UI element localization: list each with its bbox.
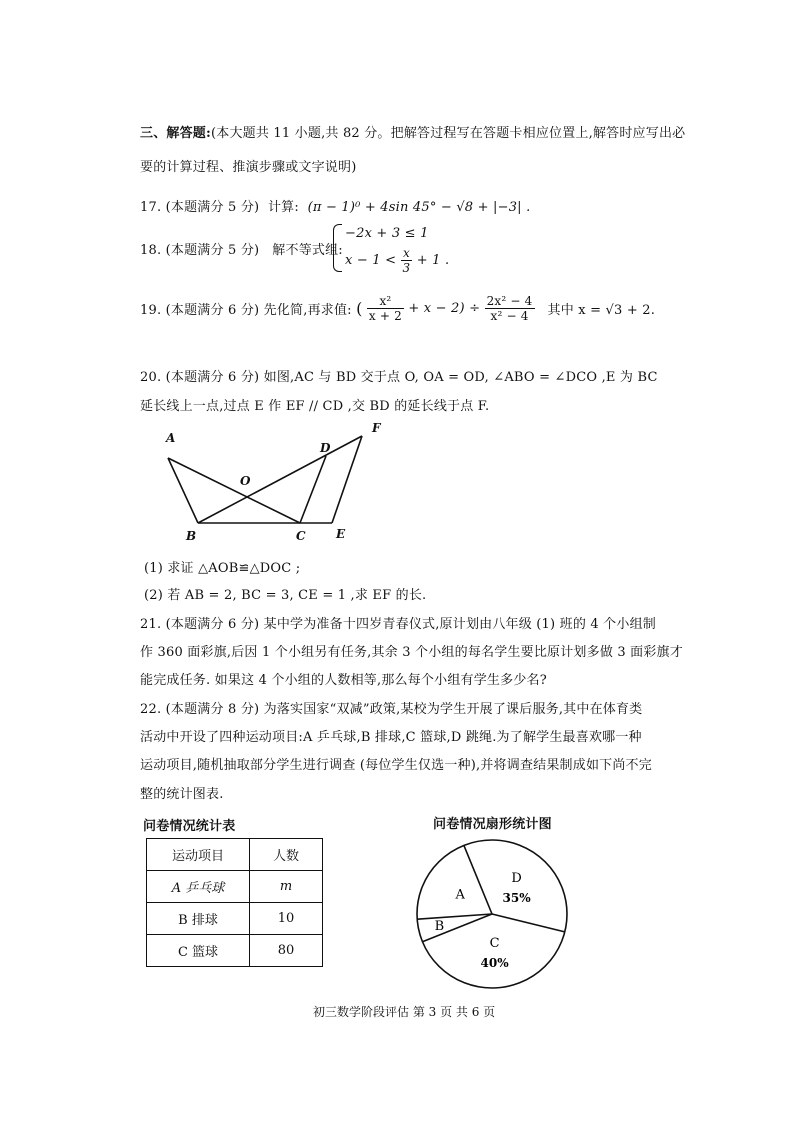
table-row: B 排球 10 [147, 903, 323, 935]
pie-slice-label-a: A [455, 887, 465, 903]
point-f-label: F [372, 421, 381, 435]
pie-slice-label-d: D [511, 871, 522, 887]
question-21-line1: 21. (本题满分 6 分) 某中学为准备十四岁青春仪式,原计划由八年级 (1) 班的 4 个小组制 [140, 617, 656, 632]
q18-fraction: $\frac{x}{3}$ [402, 246, 411, 275]
question-17: 17. (本题满分 5 分) 计算: (π − 1)⁰ + 4sin 45° − √8 + |−3| . [140, 200, 531, 215]
pie-slice-label-b: B [434, 918, 445, 934]
question-20-line2: 延长线上一点,过点 E 作 EF // CD ,交 BD 的延长线于点 F. [140, 399, 490, 414]
page-footer: 初三数学阶段评估 第 3 页 共 6 页 [313, 1005, 496, 1019]
question-22-line4: 整的统计图表. [140, 787, 224, 802]
table-header-count: 人数 [250, 839, 323, 871]
table-header-row [147, 839, 323, 871]
section-heading: 三、解答题: [140, 126, 211, 141]
q18-inequality-1: −2x + 3 ≤ 1 [345, 226, 429, 241]
segment-bf [198, 436, 362, 523]
pie-slice-percent-c: 40% [480, 955, 509, 970]
question-22-line2: 活动中开设了四种运动项目:A 乒乓球,B 排球,C 篮球,D 跳绳.为了解学生最喜欢哪一种 [140, 730, 642, 745]
q17-expression: (π − 1)⁰ + 4sin 45° − √8 + |−3| . [307, 200, 531, 215]
geometry-figure [150, 420, 400, 545]
table-row: C 篮球 80 [147, 935, 323, 967]
point-a-label: A [166, 431, 176, 445]
point-e-label: E [336, 527, 346, 541]
segment-ab [168, 458, 198, 523]
pie-slice-percent-d: 35% [502, 891, 531, 906]
question-21-line3: 能完成任务. 如果这 4 个小组的人数相等,那么每个小组有学生多少名? [140, 673, 547, 688]
table-header-item: 运动项目 [147, 839, 250, 871]
table-title: 问卷情况统计表 [143, 819, 236, 834]
q19-fraction-2: $\frac{\text{2x² − 4}}{\text{x² − 4}}$ [486, 294, 533, 323]
chart-title: 问卷情况扇形统计图 [433, 817, 552, 832]
survey-table [146, 838, 323, 967]
point-d-label: D [320, 441, 331, 455]
point-b-label: B [186, 529, 197, 543]
question-22-line3: 运动项目,随机抽取部分学生进行调查 (每位学生仅选一种),并将调查结果制成如下尚不完 [140, 758, 652, 773]
question-20-line1: 20. (本题满分 6 分) 如图,AC 与 BD 交于点 O, OA = OD, ∠ABO = ∠DCO ,E 为 BC [140, 370, 658, 385]
question-22-line1: 22. (本题满分 8 分) 为落实国家“双减”政策,某校为学生开展了课后服务,其中在体育类 [140, 702, 643, 717]
q18-inequality-2: x − 1 < $\frac{x}{3}$ + 1 . [345, 246, 450, 275]
section-intro-line2: 要的计算过程、推演步骤或文字说明) [140, 160, 357, 175]
segment-ac [168, 458, 300, 523]
point-c-label: C [296, 529, 306, 543]
pie-slice-label-c: C [489, 935, 500, 951]
table-row: A 乒乓球 m [147, 871, 323, 903]
point-o-label: O [240, 474, 251, 488]
question-21-line2: 作 360 面彩旗,后因 1 个小组另有任务,其余 3 个小组的每名学生要比原计划多做 3 面彩旗才 [140, 645, 683, 660]
inequality-brace [333, 224, 342, 272]
q19-fraction-1: $\frac{\text{x²}}{x + 2}$ [368, 294, 402, 323]
question-18: 18. (本题满分 5 分) 解不等式组: [140, 243, 343, 258]
question-20-part1: (1) 求证 △AOB≌△DOC ; [144, 561, 301, 576]
question-20-part2: (2) 若 AB = 2, BC = 3, CE = 1 ,求 EF 的长. [144, 588, 427, 603]
pie-chart [412, 835, 576, 993]
section-intro-line1: 三、解答题:(本大题共 11 小题,共 82 分。把解答过程写在答题卡相应位置上,解答时应写出必 [140, 126, 686, 141]
question-19: 19. (本题满分 6 分) 先化简,再求值: ( $\frac{\text{x²}}{x + 2}$ + x − 2) ÷ $\frac{\text{2x² − 4}}{\text{x² − 4}}$ 其中 x = √3 + 2. [140, 294, 656, 323]
